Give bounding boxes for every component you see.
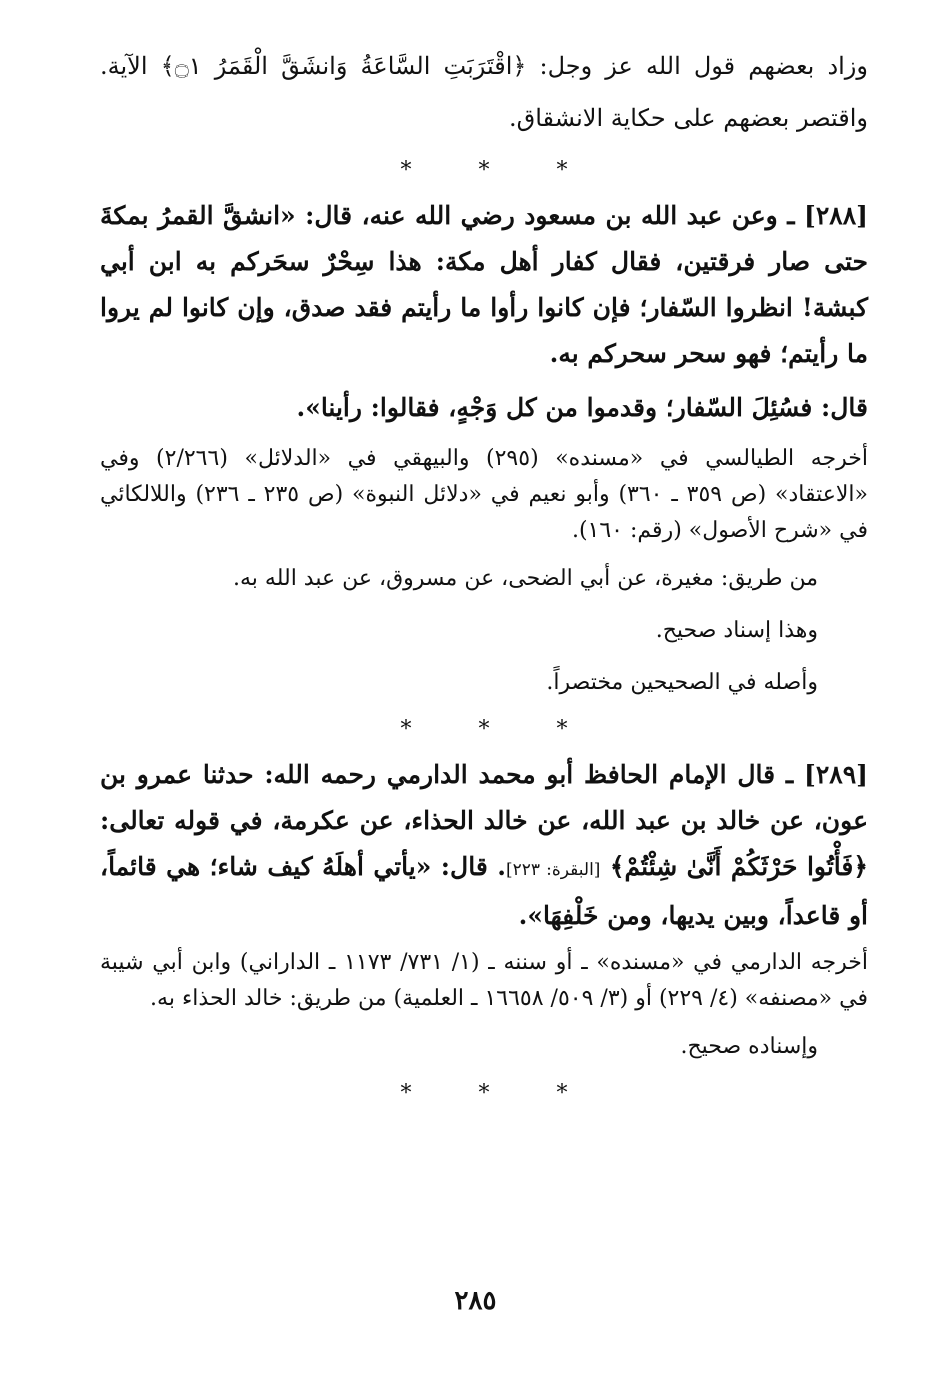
hadith-288-takhrij: أخرجه الطيالسي في «مسنده» (٢٩٥) والبيهقي في «الدلائل» (٢/٢٦٦) وفي «الاعتقاد» (ص ٣٥٩ ـ ٣٦٠) وأبو نعيم في «دلائل النبوة» (ص ٢٣٥ ـ ٢٣٦) واللالكائي في «شرح الأصول» (رقم: ١٦٠). bbox=[100, 446, 868, 543]
hadith-288-text bbox=[100, 193, 868, 377]
page-body bbox=[100, 40, 868, 1340]
separator-stars: * * * bbox=[400, 717, 598, 742]
hadith-288-origin: وأصله في الصحيحين مختصراً. bbox=[546, 670, 818, 695]
hadith-288-path: من طريق: مغيرة، عن أبي الضحى، عن مسروق، عن عبد الله به. bbox=[233, 566, 818, 591]
hadith-288-number: [٢٨٨] bbox=[804, 201, 868, 230]
quran-ayah: ﴿فَأْتُوا حَرْثَكُمْ أَنَّىٰ شِئْتُمْ﴾ bbox=[609, 852, 869, 881]
hadith-288-grade: وهذا إسناد صحيح. bbox=[655, 618, 818, 643]
hadith-289-text bbox=[100, 752, 868, 939]
hadith-289-body-end: . قال: «يأتي أهلَهُ كيف شاء؛ هي قائماً، أو قاعداً، وبين يديها، ومن خَلْفِهَا». bbox=[100, 852, 868, 930]
intro-paragraph: وزاد بعضهم قول الله عز وجل: ﴿اقْتَرَبَتِ السَّاعَةُ وَانشَقَّ الْقَمَرُ ۝١﴾ الآية. واقتصر بعضهم على حكاية الانشقاق. bbox=[100, 52, 868, 132]
hadith-288-qal: قال: فسُئِلَ السّفار؛ وقدموا من كل وَجْهٍ، فقالوا: رأينا». bbox=[296, 393, 868, 422]
hadith-289-takhrij: أخرجه الدارمي في «مسنده» ـ أو سننه ـ (١/ ٧٣١/ ١١٧٣ ـ الداراني) وابن أبي شيبة في «مصنفه» (٤/ ٢٢٩) أو (٣/ ٥٠٩/ ١٦٦٥٨ ـ العلمية) من طريق: خالد الحذاء به. bbox=[100, 950, 868, 1011]
hadith-289-number: [٢٨٩] bbox=[804, 760, 868, 789]
separator-stars: * * * bbox=[400, 1081, 598, 1106]
separator-stars: * * * bbox=[400, 158, 598, 183]
hadith-289-body: ـ قال الإمام الحافظ أبو محمد الدارمي رحمه الله: حدثنا عمرو بن عون، عن خالد بن عبد الله، عن خالد الحذاء، عن عكرمة، في قوله تعالى: bbox=[100, 760, 868, 835]
page-number: ٢٨٥ bbox=[454, 1286, 497, 1316]
hadith-289-grade: وإسناده صحيح. bbox=[680, 1034, 818, 1059]
ayah-reference: [البقرة: ٢٢٣] bbox=[505, 860, 601, 880]
hadith-288-body: ـ وعن عبد الله بن مسعود رضي الله عنه، قال: «انشقَّ القمرُ بمكةَ حتى صار فرقتين، فقال كفار أهل مكة: هذا سِحْرٌ سحَركم به ابن أبي كبشة! انظروا السّفار؛ فإن كانوا رأوا ما رأيتم فقد صدق، وإن كانوا لم يروا ما رأيتم؛ فهو سحر سحركم به. bbox=[100, 201, 868, 368]
